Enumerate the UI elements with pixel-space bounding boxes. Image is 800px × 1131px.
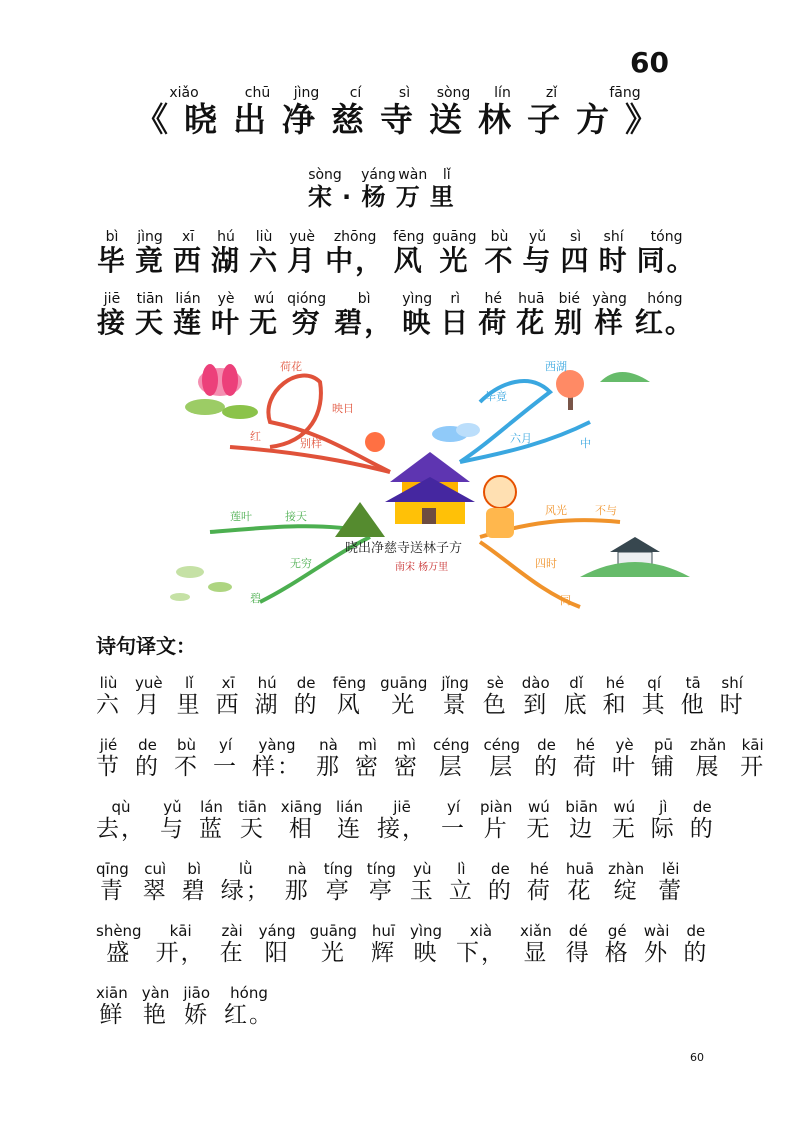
pinyin: bù [174, 736, 199, 754]
pinyin: guāng [380, 674, 428, 692]
pinyin: huā [565, 860, 595, 878]
ruby-char: 月yuè [287, 229, 318, 277]
ruby-char: 接jiē [97, 291, 128, 339]
pinyin: de [293, 674, 319, 692]
pinyin: tiān [238, 798, 267, 816]
ruby-char: 风fēng [393, 229, 425, 277]
pinyin: piàn [480, 798, 513, 816]
ruby-char: 无wú [526, 798, 552, 842]
ruby-char: 阳yáng [258, 922, 296, 966]
pinyin: xià [456, 922, 506, 940]
ruby-char: 样：yàng [252, 736, 302, 780]
ruby-char: 天tiān [135, 291, 166, 339]
ruby-char: 里lǐ [429, 167, 464, 211]
cloud-icon [432, 423, 480, 442]
pinyin: xiāng [280, 798, 323, 816]
pinyin: de [689, 798, 715, 816]
ruby-char: 无wú [611, 798, 637, 842]
ruby-char: 风fēng [332, 674, 367, 718]
pinyin: xiǎo [135, 85, 233, 101]
ruby-char: 的de [293, 674, 319, 718]
pinyin: jì [650, 798, 676, 816]
ruby-char: 不bù [484, 229, 515, 277]
pinyin: lǜ [220, 860, 271, 878]
ruby-char: 不bù [174, 736, 199, 780]
pinyin: jìng [135, 229, 166, 245]
pinyin: zhōng [325, 229, 386, 245]
pinyin: lián [173, 291, 204, 307]
pinyin: de [487, 860, 513, 878]
monk-icon [484, 476, 516, 538]
ruby-char: 绿；lǜ [220, 860, 271, 904]
pinyin: zài [219, 922, 245, 940]
ruby-char: 青qīng [96, 860, 129, 904]
ruby-char: 穷qióng [287, 291, 327, 339]
ruby-char: 的de [534, 736, 559, 780]
ruby-char: 娇jiāo [183, 984, 211, 1028]
ruby-char: 的de [135, 736, 160, 780]
pinyin: sòng [429, 85, 478, 101]
pinyin: bié [554, 291, 585, 307]
mindmap-label: 四时 [535, 557, 557, 570]
pinyin: bì [97, 229, 127, 245]
pinyin: hé [573, 736, 598, 754]
pinyin: yáng [258, 922, 296, 940]
pinyin: de [534, 736, 559, 754]
ruby-char: 毕bì [97, 229, 128, 277]
poem-line-2 [97, 292, 703, 341]
pinyin: fēng [393, 229, 425, 245]
pinyin: qīng [96, 860, 129, 878]
poem-title [135, 86, 674, 141]
pinyin: huā [516, 291, 547, 307]
ruby-char: 与yǔ [160, 798, 185, 842]
ruby-char: 那nà [284, 860, 310, 904]
pinyin: dào [521, 674, 550, 692]
pinyin: de [135, 736, 160, 754]
pinyin: liù [96, 674, 121, 692]
pinyin: qí [641, 674, 667, 692]
pinyin: hé [478, 291, 509, 307]
ruby-char: 其qí [641, 674, 667, 718]
pinyin: lín [478, 85, 527, 101]
pinyin: lì [448, 860, 474, 878]
ruby-char: 层céng [433, 736, 470, 780]
ruby-char: 片piàn [480, 798, 513, 842]
ruby-char: 慈cí [331, 85, 380, 139]
ruby-char: 连lián [336, 798, 364, 842]
ruby-char: 边biān [565, 798, 598, 842]
ruby-char: 色sè [482, 674, 508, 718]
pinyin: yí [441, 798, 467, 816]
pinyin: fēng [332, 674, 367, 692]
ruby-char: 格gé [604, 922, 630, 966]
ruby-char: 出chū [233, 85, 282, 139]
ruby-char: 方》fāng [576, 85, 674, 139]
ruby-char: 亭tíng [366, 860, 396, 904]
pinyin: guāng [432, 229, 477, 245]
pinyin: jié [96, 736, 121, 754]
ruby-char: 蕾lěi [658, 860, 684, 904]
mindmap-label: 同 [560, 594, 571, 607]
mindmap-label: 接天 [285, 510, 307, 523]
ruby-char: 光guāng [432, 229, 477, 277]
ruby-char: 四sì [560, 229, 591, 277]
mindmap-label: 中 [580, 437, 591, 450]
ruby-char: 月yuè [135, 674, 163, 718]
ruby-char: 映yìng [409, 922, 443, 966]
pinyin: jiē [377, 798, 428, 816]
poem-author [308, 168, 464, 212]
pinyin: sì [380, 85, 429, 101]
pinyin: hú [211, 229, 242, 245]
pinyin: yàn [141, 984, 170, 1002]
pinyin: xiān [96, 984, 128, 1002]
ruby-char: 送sòng [429, 85, 478, 139]
pinyin: lǐ [176, 674, 202, 692]
mindmap-label: 不与 [595, 504, 617, 517]
pinyin: sòng [308, 167, 342, 183]
ruby-char: 叶yè [612, 736, 637, 780]
pinyin: tíng [323, 860, 353, 878]
pinyin: shèng [96, 922, 142, 940]
pinyin: bù [484, 229, 515, 245]
ruby-char: 在zài [219, 922, 245, 966]
ruby-char: 到dào [521, 674, 550, 718]
pinyin: rì [440, 291, 471, 307]
ruby-char: 底dǐ [563, 674, 589, 718]
pinyin: yàng [252, 736, 302, 754]
mindmap-label: 莲叶 [230, 510, 252, 523]
ruby-char: 红。hóng [634, 291, 695, 339]
pinyin: cí [331, 85, 380, 101]
pinyin: wài [643, 922, 670, 940]
ruby-char: 盛shèng [96, 922, 142, 966]
ruby-char: 一yí [213, 736, 238, 780]
ruby-char: 子zǐ [527, 85, 576, 139]
ruby-char: 六liù [249, 229, 280, 277]
pinyin: fāng [576, 85, 674, 101]
ruby-char: 《晓xiǎo [135, 85, 233, 139]
translation-line-1 [96, 676, 759, 719]
pinyin: chū [233, 85, 282, 101]
ruby-char: 花huā [565, 860, 595, 904]
ruby-char: 玉yù [409, 860, 435, 904]
pinyin: pū [651, 736, 676, 754]
translation-line-6 [96, 986, 288, 1029]
ruby-char: 荷hé [573, 736, 598, 780]
lotus-flower-icon [185, 364, 258, 419]
ruby-char: 竟jìng [135, 229, 166, 277]
pinyin: dǐ [563, 674, 589, 692]
ruby-char: 绽zhàn [608, 860, 645, 904]
ruby-char: 红。hóng [224, 984, 275, 1028]
pinyin: jìng [282, 85, 331, 101]
pinyin: yè [211, 291, 242, 307]
ruby-char: 时shí [719, 674, 745, 718]
ruby-char: 立lì [448, 860, 474, 904]
ruby-char: 碧bì [181, 860, 207, 904]
pinyin: kāi [155, 922, 206, 940]
page-number-top: 60 [630, 46, 669, 79]
pinyin: yǔ [160, 798, 185, 816]
pinyin: sè [482, 674, 508, 692]
ruby-char: 景jǐng [441, 674, 469, 718]
mindmap-label: 红 [250, 430, 261, 443]
ruby-char: 净jìng [282, 85, 331, 139]
pinyin: xī [173, 229, 204, 245]
ruby-char: 万wàn [395, 167, 430, 211]
page-number-bottom: 60 [690, 1051, 704, 1064]
tree-icon [556, 370, 650, 410]
mountain-icon [335, 502, 385, 537]
pinyin: guāng [309, 922, 357, 940]
ruby-char: 日rì [440, 291, 471, 339]
ruby-char: 鲜xiān [96, 984, 128, 1028]
ruby-char: 里lǐ [176, 674, 202, 718]
ruby-char: 林lín [478, 85, 527, 139]
ruby-char: 光guāng [380, 674, 428, 718]
pinyin: hóng [224, 984, 275, 1002]
ruby-char: 映yìng [402, 291, 433, 339]
pinyin: yǔ [522, 229, 553, 245]
pinyin: jǐng [441, 674, 469, 692]
ruby-char: 接，jiē [377, 798, 428, 842]
translation-line-5 [96, 924, 722, 967]
ruby-char: 节jié [96, 736, 121, 780]
sun-icon [365, 432, 385, 452]
ruby-char: 无wú [249, 291, 280, 339]
ruby-char: 一yí [441, 798, 467, 842]
ruby-char: 叶yè [211, 291, 242, 339]
mindmap-label: 别样 [300, 437, 322, 450]
pinyin: biān [565, 798, 598, 816]
ruby-char: 寺sì [380, 85, 429, 139]
ruby-char: 中，zhōng [325, 229, 386, 277]
pinyin: lián [336, 798, 364, 816]
ruby-char: 显xiǎn [520, 922, 552, 966]
pinyin: hóng [634, 291, 695, 307]
ruby-char: 际jì [650, 798, 676, 842]
pinyin: wú [611, 798, 637, 816]
mindmap-label: 六月 [510, 432, 532, 445]
translation-line-4 [96, 862, 697, 905]
mindmap-label: 无穷 [290, 557, 312, 570]
mindmap-label: 风光 [545, 504, 567, 517]
translation-heading: 诗句译文： [96, 634, 196, 658]
poem-line-1 [97, 230, 705, 279]
pinyin: shí [598, 229, 629, 245]
ruby-char: · [342, 183, 362, 211]
pinyin: tiān [135, 291, 166, 307]
ruby-char: 他tā [680, 674, 706, 718]
pinyin: yuè [135, 674, 163, 692]
ruby-char: 宋sòng [308, 167, 342, 211]
ruby-char: 样yàng [592, 291, 627, 339]
pinyin: wú [526, 798, 552, 816]
pinyin: bì [334, 291, 395, 307]
pinyin: yìng [402, 291, 433, 307]
ruby-char: 得dé [565, 922, 591, 966]
pinyin: jiāo [183, 984, 211, 1002]
ruby-char: 相xiāng [280, 798, 323, 842]
pinyin: nà [284, 860, 310, 878]
pinyin: hú [254, 674, 280, 692]
ruby-char: 荷hé [478, 291, 509, 339]
pinyin: yìng [409, 922, 443, 940]
pinyin: shí [719, 674, 745, 692]
pinyin: yè [612, 736, 637, 754]
ruby-char: 亭tíng [323, 860, 353, 904]
ruby-char: 的de [683, 922, 709, 966]
ruby-char: 莲lián [173, 291, 204, 339]
pinyin: de [683, 922, 709, 940]
ruby-char: 同。tóng [636, 229, 697, 277]
pavilion-icon [580, 537, 690, 577]
pinyin: yáng [361, 167, 396, 183]
ruby-char: 与yǔ [522, 229, 553, 277]
pinyin: tā [680, 674, 706, 692]
mindmap-label: 毕竟 [485, 390, 507, 403]
pinyin: zhǎn [690, 736, 727, 754]
pinyin: céng [483, 736, 521, 754]
pinyin: liù [249, 229, 280, 245]
mindmap-label: 西湖 [545, 360, 567, 373]
pinyin: zhàn [608, 860, 645, 878]
ruby-char: 外wài [643, 922, 670, 966]
pinyin: lǐ [429, 167, 464, 183]
ruby-char: 和hé [602, 674, 628, 718]
pinyin: bì [181, 860, 207, 878]
ruby-char: 碧，bì [334, 291, 395, 339]
mindmap-label: 碧 [250, 592, 261, 605]
ruby-char: 展zhǎn [690, 736, 727, 780]
mindmap-center-title: 晓出净慈寺送林子方 [345, 541, 463, 556]
mindmap-center-author: 南宋 杨万里 [395, 562, 449, 573]
ruby-char: 的de [487, 860, 513, 904]
ruby-char: 翠cuì [142, 860, 168, 904]
pinyin: hé [526, 860, 552, 878]
pinyin: huī [370, 922, 396, 940]
ruby-char: 时shí [598, 229, 629, 277]
ruby-char: 的de [689, 798, 715, 842]
pinyin: qióng [287, 291, 327, 307]
ruby-char: 六liù [96, 674, 121, 718]
pinyin: cuì [142, 860, 168, 878]
ruby-char: 光guāng [309, 922, 357, 966]
pinyin: yàng [592, 291, 627, 307]
pinyin: lán [199, 798, 224, 816]
pinyin: wàn [395, 167, 430, 183]
ruby-char: 湖hú [254, 674, 280, 718]
ruby-char: 铺pū [651, 736, 676, 780]
pinyin: yù [409, 860, 435, 878]
pinyin: yuè [287, 229, 318, 245]
ruby-char: 开，kāi [155, 922, 206, 966]
pinyin: mì [355, 736, 380, 754]
pinyin: tóng [636, 229, 697, 245]
pinyin: lěi [658, 860, 684, 878]
ruby-char: 开kāi [740, 736, 766, 780]
pinyin: xī [215, 674, 241, 692]
ruby-char: 层céng [483, 736, 521, 780]
pinyin: sì [560, 229, 591, 245]
translation-line-3 [96, 800, 729, 843]
ruby-char: 西xī [215, 674, 241, 718]
mindmap-illustration [150, 352, 690, 622]
translation-line-2 [96, 738, 779, 781]
pinyin: jiē [97, 291, 127, 307]
pinyin: nà [316, 736, 341, 754]
ruby-char: 密mì [394, 736, 419, 780]
ruby-char: 西xī [173, 229, 204, 277]
pinyin: qù [96, 798, 146, 816]
lily-pad-icon [170, 566, 232, 601]
pinyin: xiǎn [520, 922, 552, 940]
pinyin: dé [565, 922, 591, 940]
ruby-char: 去，qù [96, 798, 146, 842]
mindmap-label: 荷花 [280, 360, 302, 373]
pinyin: kāi [740, 736, 766, 754]
ruby-char: 蓝lán [199, 798, 224, 842]
pinyin: céng [433, 736, 470, 754]
pinyin: wú [249, 291, 280, 307]
pinyin: yí [213, 736, 238, 754]
pinyin: hé [602, 674, 628, 692]
pinyin: mì [394, 736, 419, 754]
ruby-char: 天tiān [238, 798, 267, 842]
ruby-char: 下，xià [456, 922, 506, 966]
pinyin: tíng [366, 860, 396, 878]
ruby-char: 花huā [516, 291, 547, 339]
ruby-char: 湖hú [211, 229, 242, 277]
pinyin: gé [604, 922, 630, 940]
ruby-char: 那nà [316, 736, 341, 780]
ruby-char: 辉huī [370, 922, 396, 966]
ruby-char: 杨yáng [361, 167, 396, 211]
mindmap-label: 映日 [332, 402, 354, 415]
pinyin: zǐ [527, 85, 576, 101]
ruby-char: 荷hé [526, 860, 552, 904]
ruby-char: 密mì [355, 736, 380, 780]
ruby-char: 别bié [554, 291, 585, 339]
ruby-char: 艳yàn [141, 984, 170, 1028]
